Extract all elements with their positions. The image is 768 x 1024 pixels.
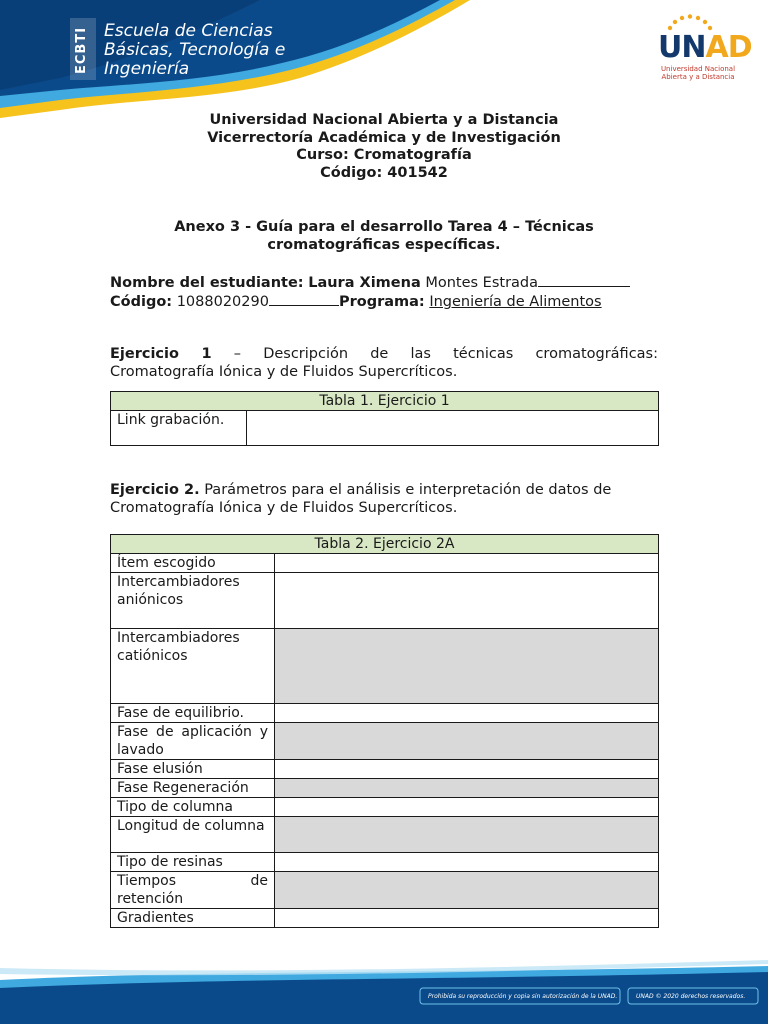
table-row: [111, 704, 659, 723]
name-blank: [538, 273, 630, 287]
table-row: [111, 872, 659, 909]
table1-row-label: Link grabación.: [111, 411, 247, 446]
row-value-cell[interactable]: [275, 909, 659, 928]
header-banner: [0, 0, 768, 120]
table-row: [111, 798, 659, 817]
table-row: [111, 909, 659, 928]
row-label: Intercambiadores catiónicos: [111, 629, 275, 704]
school-line: Ingeniería: [104, 59, 190, 79]
row-value-cell[interactable]: [275, 629, 659, 704]
table-1: [110, 391, 659, 446]
institution-line: Código: 401542: [320, 164, 448, 181]
table-row: [111, 853, 659, 872]
row-value-cell[interactable]: [275, 554, 659, 573]
footer-rights: UNAD © 2020 derechos reservados.: [636, 993, 746, 1000]
program-label: Programa:: [338, 294, 425, 310]
table-row: [111, 629, 659, 704]
school-line: Escuela de Ciencias: [104, 21, 273, 41]
institution-block: [110, 112, 658, 182]
row-value-cell[interactable]: [275, 779, 659, 798]
table-row: [111, 723, 659, 760]
row-label: Tipo de columna: [111, 798, 275, 817]
student-name-bold: Laura Ximena: [308, 275, 421, 291]
footer-copyright-notice: Prohibida su reproducción y copia sin autorización de la UNAD.: [428, 993, 618, 1000]
program-value: Ingeniería de Alimentos: [429, 294, 602, 310]
unad-logo: [652, 14, 752, 84]
annex-line: cromatográficas específicas.: [267, 236, 501, 253]
exercise2-paragraph: [110, 481, 658, 517]
row-value-cell[interactable]: [275, 723, 659, 760]
table-row: [111, 817, 659, 853]
annex-title: [110, 219, 658, 254]
student-name-line: [110, 273, 630, 292]
exercise1-text-2: Cromatografía Iónica y de Fluidos Supercríticos.: [110, 364, 458, 380]
row-value-cell[interactable]: [275, 798, 659, 817]
row-label: Tipo de resinas: [111, 853, 275, 872]
table-2: [110, 534, 659, 928]
row-label: Fase Regeneración: [111, 779, 275, 798]
row-label: Fase de aplicación y lavado: [111, 723, 275, 760]
row-value-cell[interactable]: [275, 760, 659, 779]
exercise1-text: – Descripción de las técnicas cromatográficas:: [211, 346, 658, 362]
row-value-cell[interactable]: [275, 704, 659, 723]
exercise2-text-2: Cromatografía Iónica y de Fluidos Supercríticos.: [110, 500, 458, 516]
table-row: [111, 779, 659, 798]
table-row: [111, 760, 659, 779]
exercise2-text: Parámetros para el análisis e interpretación de datos de: [199, 482, 612, 498]
exercise2-label: Ejercicio 2.: [110, 482, 200, 498]
ecbti-tag: ECBTI: [74, 26, 89, 74]
row-label: Ítem escogido: [111, 554, 275, 573]
row-label: Longitud de columna: [111, 817, 275, 853]
exercise1-label: Ejercicio 1: [110, 346, 212, 362]
row-value-cell[interactable]: [275, 872, 659, 909]
institution-line: Universidad Nacional Abierta y a Distancia: [209, 112, 559, 128]
institution-line: Vicerrectoría Académica y de Investigación: [207, 129, 561, 146]
student-code-line: [110, 292, 602, 311]
row-label: Intercambiadores aniónicos: [111, 573, 275, 629]
table1-title: Tabla 1. Ejercicio 1: [111, 392, 659, 411]
table-row: [111, 573, 659, 629]
row-label: Fase elusión: [111, 760, 275, 779]
code-label: Código:: [110, 294, 173, 310]
table1-link-cell[interactable]: [247, 411, 659, 446]
row-label: Tiempos de retención: [111, 872, 275, 909]
table-row: [111, 554, 659, 573]
footer-banner: [0, 960, 768, 1024]
annex-line: Anexo 3 - Guía para el desarrollo Tarea 4 – Técnicas: [174, 219, 594, 235]
school-line: Básicas, Tecnología e: [104, 40, 286, 60]
student-name-rest: Montes Estrada: [425, 275, 539, 291]
row-label: Gradientes: [111, 909, 275, 928]
logo-subtitle: Universidad Nacional Abierta y a Distancia: [660, 65, 736, 81]
school-name: [104, 22, 324, 79]
code-value: 1088020290: [176, 294, 269, 310]
row-label: Fase de equilibrio.: [111, 704, 275, 723]
logo-word: UNAD: [658, 30, 752, 65]
row-value-cell[interactable]: [275, 817, 659, 853]
row-value-cell[interactable]: [275, 573, 659, 629]
institution-line: Curso: Cromatografía: [296, 147, 472, 163]
student-name-label: Nombre del estudiante:: [110, 275, 304, 291]
exercise1-paragraph: [110, 345, 658, 381]
code-blank: [269, 292, 339, 306]
row-value-cell[interactable]: [275, 853, 659, 872]
table2-title: Tabla 2. Ejercicio 2A: [111, 535, 659, 554]
footer-graphic: [0, 960, 768, 1024]
